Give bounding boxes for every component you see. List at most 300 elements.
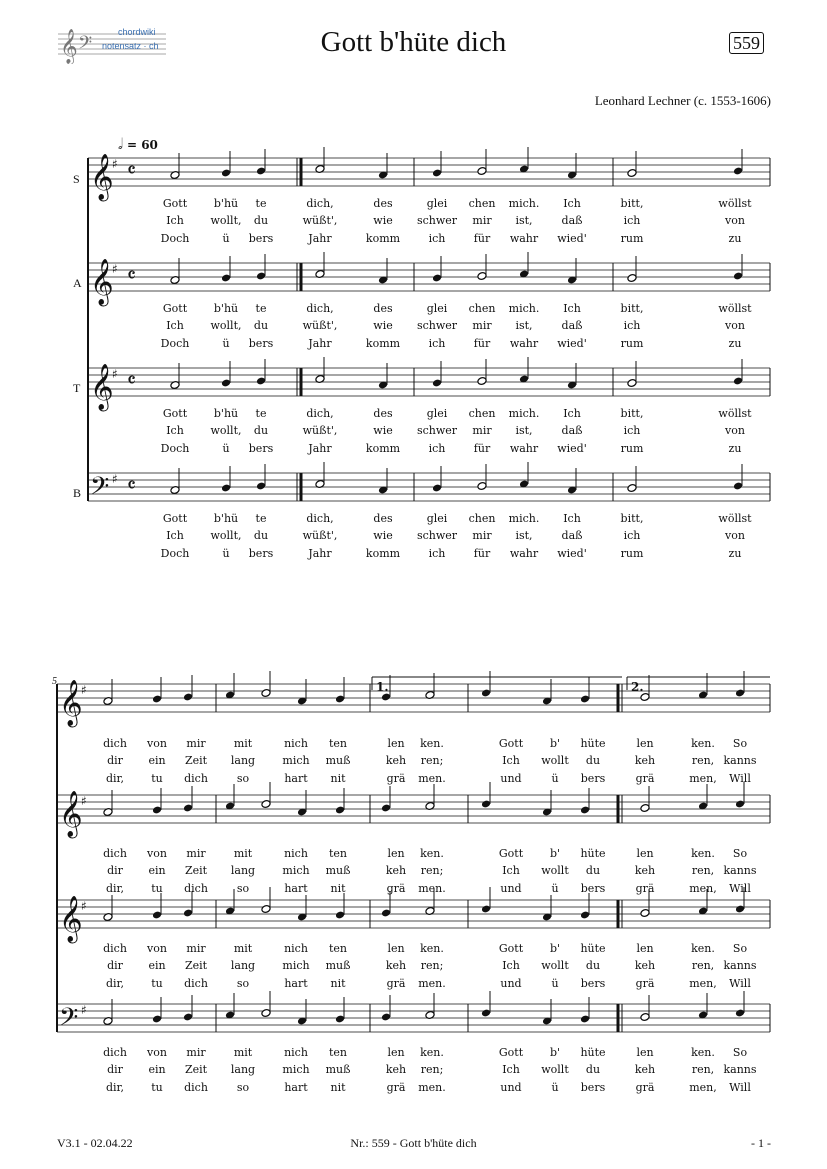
lyric-verse1-t: len [387,942,405,955]
lyric-verse3-t: grä [635,977,655,990]
lyric-verse3-s: ich [428,232,446,245]
lyric-verse1-t: mit [233,942,253,955]
lyric-verse3-a: tu [151,882,163,895]
lyric-verse2-t: Ich [502,959,520,972]
lyric-verse1-t: Ich [563,407,581,420]
lyric-verse3-t: tu [151,977,163,990]
lyric-verse1-s: te [255,197,267,210]
lyric-verse3-s: zu [728,232,742,245]
time-signature-icon: 𝄴 [127,473,136,497]
footer-title: Nr.: 559 - Gott b'hüte dich [350,1136,477,1150]
lyric-verse1-b: nich [284,1046,308,1059]
lyric-verse1-b: ken. [691,1046,715,1059]
lyric-verse2-a: ein [148,864,166,877]
lyric-verse2-a: ich [623,319,641,332]
time-signature-icon: 𝄴 [127,158,136,182]
lyric-verse2-t: ich [623,424,641,437]
lyric-verse2-s: Zeit [184,754,208,767]
volta-2-label: 2. [631,680,644,694]
lyric-verse2-b: ren, [691,1063,715,1076]
lyric-verse2-t: ren, [691,959,715,972]
lyric-verse2-b: du [585,1063,601,1076]
footer-page: - 1 - [751,1136,771,1150]
lyric-verse1-s: mich. [508,197,540,210]
lyric-verse1-t: dich, [306,407,334,420]
lyric-verse2-s: ich [623,214,641,227]
lyric-verse1-s: hüte [580,737,606,750]
lyric-verse3-b: wied' [557,547,587,560]
lyric-verse1-t: wöllst [718,407,752,420]
lyric-verse2-b: ein [148,1063,166,1076]
lyric-verse3-a: für [473,337,491,350]
lyric-verse3-b: für [473,547,491,560]
lyric-verse1-a: mich. [508,302,540,315]
lyric-verse3-b: und [500,1081,522,1094]
lyric-verse3-a: men. [418,882,446,895]
lyric-verse1-s: b' [549,737,561,750]
lyric-verse1-a: b'hü [213,302,239,315]
lyric-verse3-s: grä [635,772,655,785]
lyric-verse3-b: wahr [509,547,539,560]
lyric-verse3-b: dir, [105,1081,125,1094]
lyric-verse3-s: rum [620,232,644,245]
lyric-verse3-a: so [236,882,250,895]
lyric-verse3-t: ü [551,977,559,990]
lyric-verse2-t: muß [325,959,351,972]
lyric-verse1-a: ken. [420,847,444,860]
lyric-verse1-b: Ich [563,512,581,525]
lyric-verse3-b: ü [222,547,230,560]
lyric-verse2-s: ren; [420,754,444,767]
lyric-verse1-b: mich. [508,512,540,525]
lyric-verse2-a: keh [385,864,407,877]
lyric-verse3-t: men. [418,977,446,990]
lyric-verse1-a: wöllst [718,302,752,315]
lyric-verse1-t: So [732,942,748,955]
lyric-verse3-s: men. [418,772,446,785]
lyric-verse3-s: wied' [557,232,587,245]
lyric-verse2-b: muß [325,1063,351,1076]
lyric-verse3-s: ü [551,772,559,785]
lyric-verse3-t: grä [386,977,406,990]
voice-label-soprano: S [73,172,80,186]
lyric-verse2-t: daß [561,424,583,437]
lyric-verse1-s: bitt, [620,197,644,210]
key-signature-sharp: ♯ [81,683,87,697]
lyric-verse1-s: So [732,737,748,750]
lyric-verse1-a: glei [426,302,448,315]
lyric-verse1-s: nich [284,737,308,750]
lyric-verse2-a: lang [230,864,256,877]
lyric-verse1-s: von [147,737,167,750]
lyric-verse3-s: tu [151,772,163,785]
lyric-verse1-b: glei [426,512,448,525]
lyric-verse2-a: daß [561,319,583,332]
lyric-verse2-a: Ich [502,864,520,877]
key-signature-sharp: ♯ [81,899,87,913]
treble-clef-icon: 𝄞 [59,896,83,942]
lyric-verse1-s: mit [233,737,253,750]
lyric-verse1-b: ten [328,1046,348,1059]
lyric-verse3-b: zu [728,547,742,560]
lyric-verse3-a: ü [222,337,230,350]
lyric-verse2-a: von [725,319,745,332]
lyric-verse3-a: komm [365,337,401,350]
lyric-verse1-t: ken. [420,942,444,955]
lyric-verse3-b: so [236,1081,250,1094]
lyric-verse1-s: mir [186,737,206,750]
lyric-verse1-b: b' [549,1046,561,1059]
lyric-verse1-b: von [147,1046,167,1059]
lyric-verse2-s: du [585,754,601,767]
lyric-verse2-a: wollt [541,864,569,877]
key-signature-sharp: ♯ [81,794,87,808]
lyric-verse2-t: wollt, [210,424,242,437]
lyric-verse3-t: und [500,977,522,990]
lyric-verse2-t: ist, [515,424,533,437]
lyric-verse3-a: ü [551,882,559,895]
measure-number: 5 [52,676,57,687]
lyric-verse3-a: hart [284,882,308,895]
lyric-verse2-b: mir [472,529,492,542]
lyric-verse3-b: men, [689,1081,717,1094]
lyric-verse3-b: Doch [160,547,190,560]
volta-1-label: 1. [376,680,389,694]
lyric-verse1-s: dich, [306,197,334,210]
bass-clef-icon: 𝄢 [59,1003,79,1038]
lyric-verse2-t: mich [282,959,310,972]
lyric-verse1-a: des [373,302,393,315]
lyric-verse2-b: lang [230,1063,256,1076]
lyric-verse3-t: Jahr [308,442,332,455]
lyric-verse2-b: daß [561,529,583,542]
lyric-verse3-a: bers [248,337,274,350]
tempo-value: = 60 [126,138,158,152]
lyric-verse1-t: Gott [498,942,524,955]
lyric-verse1-b: te [255,512,267,525]
lyric-verse2-s: keh [385,754,407,767]
lyric-verse3-s: wahr [509,232,539,245]
lyric-verse2-t: keh [634,959,656,972]
lyric-verse1-s: chen [468,197,496,210]
lyric-verse3-t: men, [689,977,717,990]
lyric-verse2-t: kanns [723,959,757,972]
lyric-verse2-a: schwer [416,319,458,332]
lyric-verse3-b: bers [580,1081,606,1094]
lyric-verse2-s: wollt, [210,214,242,227]
lyric-verse1-b: dich, [306,512,334,525]
lyric-verse2-t: ein [148,959,166,972]
lyric-verse3-a: grä [386,882,406,895]
treble-clef-icon: 𝄞 [90,154,114,200]
lyric-verse2-s: du [253,214,269,227]
lyric-verse3-a: wied' [557,337,587,350]
lyric-verse2-b: dir [107,1063,123,1076]
svg-text:𝄢: 𝄢 [78,33,93,58]
lyric-verse2-a: mich [282,864,310,877]
lyric-verse2-b: von [725,529,745,542]
lyric-verse3-a: Will [729,882,751,895]
lyric-verse2-s: ist, [515,214,533,227]
lyric-verse3-t: rum [620,442,644,455]
lyric-verse3-s: dich [184,772,208,785]
lyric-verse1-t: len [636,942,654,955]
lyric-verse1-t: mich. [508,407,540,420]
lyric-verse3-b: tu [151,1081,163,1094]
lyric-verse2-b: Ich [166,529,184,542]
lyric-verse3-t: so [236,977,250,990]
lyric-verse2-b: ist, [515,529,533,542]
lyric-verse2-b: keh [634,1063,656,1076]
lyric-verse3-b: dich [184,1081,208,1094]
lyric-verse3-b: Jahr [308,547,332,560]
lyric-verse2-t: lang [230,959,256,972]
lyric-verse1-b: Gott [162,512,188,525]
lyric-verse3-t: ü [222,442,230,455]
lyric-verse2-b: ren; [420,1063,444,1076]
lyric-verse1-b: len [387,1046,405,1059]
lyric-verse3-b: grä [386,1081,406,1094]
key-signature-sharp: ♯ [112,262,118,276]
lyric-verse1-a: nich [284,847,308,860]
lyric-verse3-b: grä [635,1081,655,1094]
lyric-verse3-t: bers [580,977,606,990]
key-signature-sharp: ♯ [112,367,118,381]
lyric-verse1-t: b' [549,942,561,955]
lyric-verse1-a: So [732,847,748,860]
key-signature-sharp: ♯ [112,157,118,171]
lyric-verse2-s: keh [634,754,656,767]
lyric-verse2-a: keh [634,864,656,877]
lyric-verse3-s: so [236,772,250,785]
time-signature-icon: 𝄴 [127,263,136,287]
lyric-verse3-b: rum [620,547,644,560]
lyric-verse3-t: für [473,442,491,455]
treble-clef-icon: 𝄞 [59,791,83,837]
lyric-verse1-t: nich [284,942,308,955]
lyric-verse2-a: muß [325,864,351,877]
lyric-verse1-t: von [147,942,167,955]
lyric-verse3-s: bers [580,772,606,785]
lyric-verse1-a: Ich [563,302,581,315]
footer-version: V3.1 - 02.04.22 [57,1136,133,1150]
lyric-verse1-s: Ich [563,197,581,210]
treble-clef-icon: 𝄞 [90,364,114,410]
lyric-verse2-a: du [585,864,601,877]
lyric-verse3-a: nit [330,882,346,895]
lyric-verse2-t: dir [107,959,123,972]
lyric-verse1-t: hüte [580,942,606,955]
lyric-verse1-s: ten [328,737,348,750]
lyric-verse3-a: rum [620,337,644,350]
page-title: Gott b'hüte dich [320,26,507,58]
lyric-verse1-a: dich [103,847,127,860]
lyric-verse3-s: komm [365,232,401,245]
lyric-verse2-s: wie [373,214,393,227]
lyric-verse3-b: ich [428,547,446,560]
lyric-verse1-a: chen [468,302,496,315]
lyric-verse2-a: du [253,319,269,332]
lyric-verse1-b: mir [186,1046,206,1059]
lyric-verse2-t: wüßt', [302,424,338,437]
lyric-verse1-b: b'hü [213,512,239,525]
lyric-verse3-s: hart [284,772,308,785]
lyric-verse1-a: von [147,847,167,860]
lyric-verse3-b: Will [729,1081,751,1094]
lyric-verse2-a: Ich [166,319,184,332]
lyric-verse3-s: men, [689,772,717,785]
lyric-verse2-a: wüßt', [302,319,338,332]
lyric-verse2-s: wüßt', [302,214,338,227]
lyric-verse3-b: men. [418,1081,446,1094]
lyric-verse3-s: dir, [105,772,125,785]
lyric-verse3-t: hart [284,977,308,990]
lyric-verse1-a: bitt, [620,302,644,315]
lyric-verse2-a: kanns [723,864,757,877]
lyric-verse2-s: mir [472,214,492,227]
lyric-verse2-t: schwer [416,424,458,437]
lyric-verse3-t: dich [184,977,208,990]
song-number-badge: 559 [729,32,764,54]
key-signature-sharp: ♯ [81,1003,87,1017]
lyric-verse1-a: mit [233,847,253,860]
lyric-verse1-b: mit [233,1046,253,1059]
lyric-verse1-a: len [636,847,654,860]
lyric-verse2-b: kanns [723,1063,757,1076]
lyric-verse1-a: te [255,302,267,315]
lyric-verse1-a: Gott [498,847,524,860]
lyric-verse1-b: wöllst [718,512,752,525]
lyric-verse3-a: grä [635,882,655,895]
lyric-verse2-s: ren, [691,754,715,767]
lyric-verse3-s: und [500,772,522,785]
lyric-verse1-b: Gott [498,1046,524,1059]
lyric-verse1-s: wöllst [718,197,752,210]
lyric-verse3-t: wied' [557,442,587,455]
lyric-verse2-b: wollt [541,1063,569,1076]
lyric-verse3-a: und [500,882,522,895]
lyric-verse1-t: Gott [162,407,188,420]
lyric-verse3-a: Doch [160,337,190,350]
lyric-verse1-s: Gott [498,737,524,750]
lyric-verse3-t: zu [728,442,742,455]
lyric-verse1-t: ten [328,942,348,955]
lyric-verse2-s: lang [230,754,256,767]
lyric-verse1-s: len [636,737,654,750]
lyric-verse1-b: dich [103,1046,127,1059]
lyric-verse3-s: Doch [160,232,190,245]
voice-label-alto: A [73,276,82,290]
lyric-verse2-s: muß [325,754,351,767]
lyric-verse1-s: len [387,737,405,750]
lyric-verse2-s: kanns [723,754,757,767]
lyric-verse2-s: daß [561,214,583,227]
lyric-verse2-b: schwer [416,529,458,542]
lyric-verse3-s: grä [386,772,406,785]
lyric-verse3-a: men, [689,882,717,895]
lyric-verse2-b: wüßt', [302,529,338,542]
lyric-verse3-s: Jahr [308,232,332,245]
lyric-verse2-a: ren; [420,864,444,877]
lyric-verse3-s: ü [222,232,230,245]
lyric-verse2-t: keh [385,959,407,972]
lyric-verse3-a: Jahr [308,337,332,350]
lyric-verse3-b: nit [330,1081,346,1094]
lyric-verse2-t: wollt [541,959,569,972]
lyric-verse3-t: komm [365,442,401,455]
lyric-verse2-s: von [725,214,745,227]
lyric-verse1-t: b'hü [213,407,239,420]
lyric-verse2-s: Ich [166,214,184,227]
logo-text-2: notensatz · ch [102,41,159,51]
lyric-verse2-a: dir [107,864,123,877]
lyric-verse1-a: hüte [580,847,606,860]
lyric-verse2-b: Zeit [184,1063,208,1076]
lyric-verse3-b: komm [365,547,401,560]
lyric-verse1-b: ken. [420,1046,444,1059]
lyric-verse1-t: dich [103,942,127,955]
lyric-verse1-t: te [255,407,267,420]
lyric-verse2-b: wie [373,529,393,542]
lyric-verse2-a: ren, [691,864,715,877]
lyric-verse2-t: von [725,424,745,437]
lyric-verse3-t: nit [330,977,346,990]
lyric-verse1-s: ken. [691,737,715,750]
time-signature-icon: 𝄴 [127,368,136,392]
lyric-verse1-a: b' [549,847,561,860]
lyric-verse3-a: dich [184,882,208,895]
lyric-verse3-s: für [473,232,491,245]
lyric-verse2-t: mir [472,424,492,437]
lyric-verse1-b: bitt, [620,512,644,525]
lyric-verse3-t: Doch [160,442,190,455]
bass-clef-icon: 𝄢 [90,472,110,507]
lyric-verse3-a: ich [428,337,446,350]
svg-text:𝄞: 𝄞 [60,29,78,64]
lyric-verse3-s: nit [330,772,346,785]
lyric-verse2-a: Zeit [184,864,208,877]
lyric-verse2-a: mir [472,319,492,332]
treble-clef-icon: 𝄞 [90,259,114,305]
treble-clef-icon: 𝄞 [59,680,83,726]
lyric-verse2-t: du [585,959,601,972]
lyric-verse1-t: ken. [691,942,715,955]
lyric-verse2-t: ren; [420,959,444,972]
lyric-verse2-s: dir [107,754,123,767]
voice-label-tenor: T [73,381,81,395]
lyric-verse3-t: ich [428,442,446,455]
lyric-verse1-t: chen [468,407,496,420]
lyric-verse1-t: des [373,407,393,420]
lyric-verse1-a: mir [186,847,206,860]
lyric-verse1-s: ken. [420,737,444,750]
lyric-verse1-b: des [373,512,393,525]
lyric-verse1-a: Gott [162,302,188,315]
lyric-verse3-t: dir, [105,977,125,990]
lyric-verse2-s: mich [282,754,310,767]
lyric-verse2-a: wollt, [210,319,242,332]
lyric-verse2-t: du [253,424,269,437]
lyric-verse2-b: keh [385,1063,407,1076]
lyric-verse2-b: ich [623,529,641,542]
lyric-verse3-t: bers [248,442,274,455]
lyric-verse3-a: dir, [105,882,125,895]
lyric-verse3-t: wahr [509,442,539,455]
lyric-verse3-t: Will [729,977,751,990]
lyric-verse3-a: bers [580,882,606,895]
key-signature-sharp: ♯ [112,472,118,486]
lyric-verse1-s: Gott [162,197,188,210]
